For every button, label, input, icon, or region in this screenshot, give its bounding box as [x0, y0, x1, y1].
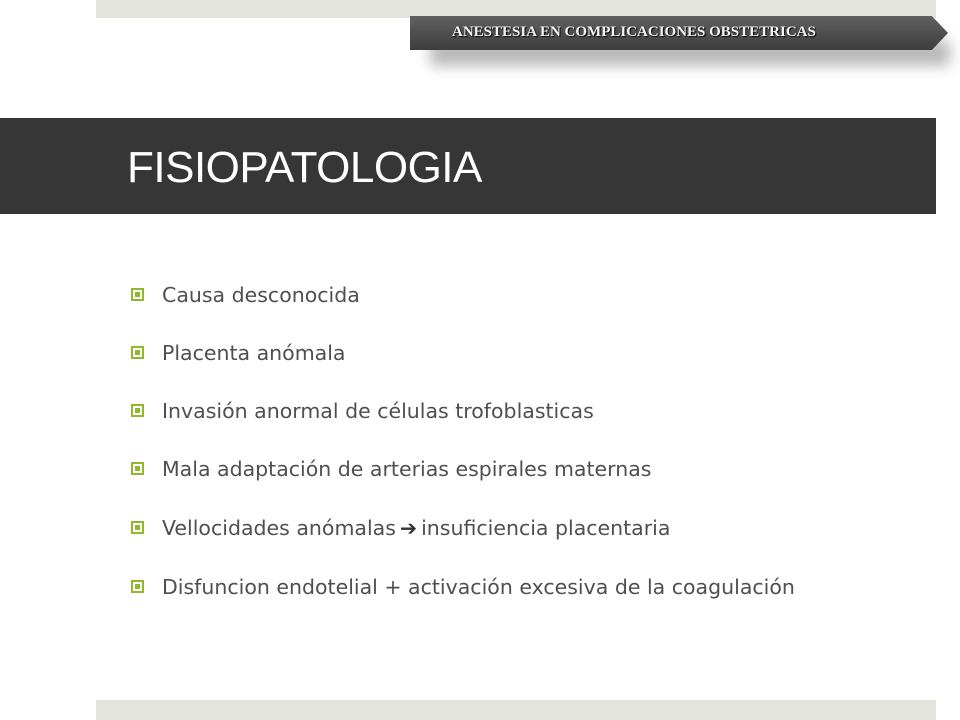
green-square-bullet-icon [131, 521, 144, 534]
green-square-bullet-icon [131, 580, 144, 593]
bullet-text: Placenta anómala [162, 341, 346, 365]
green-square-bullet-icon [131, 288, 144, 301]
green-square-bullet-icon [131, 462, 144, 475]
slide-title: FISIOPATOLOGIA [127, 143, 482, 192]
right-arrow-icon: ➔ [399, 516, 418, 540]
header-banner-text: ANESTESIA EN COMPLICACIONES OBSTETRICAS [452, 24, 816, 40]
top-decorative-band [96, 0, 936, 18]
bullet-text [162, 514, 862, 542]
bullet-text: Invasión anormal de células trofoblasticas [162, 399, 594, 423]
bottom-decorative-band [96, 700, 936, 720]
bullet-text: Disfuncion endotelial + activación excesiva de la coagulación [162, 575, 795, 599]
bullet-text: Causa desconocida [162, 283, 360, 307]
bullet-text-effect: insuficiencia placentaria [421, 516, 671, 540]
bullet-text-cause: Vellocidades anómalas [162, 516, 396, 540]
green-square-bullet-icon [131, 404, 144, 417]
bullet-text: Mala adaptación de arterias espirales maternas [162, 457, 652, 481]
green-square-bullet-icon [131, 346, 144, 359]
